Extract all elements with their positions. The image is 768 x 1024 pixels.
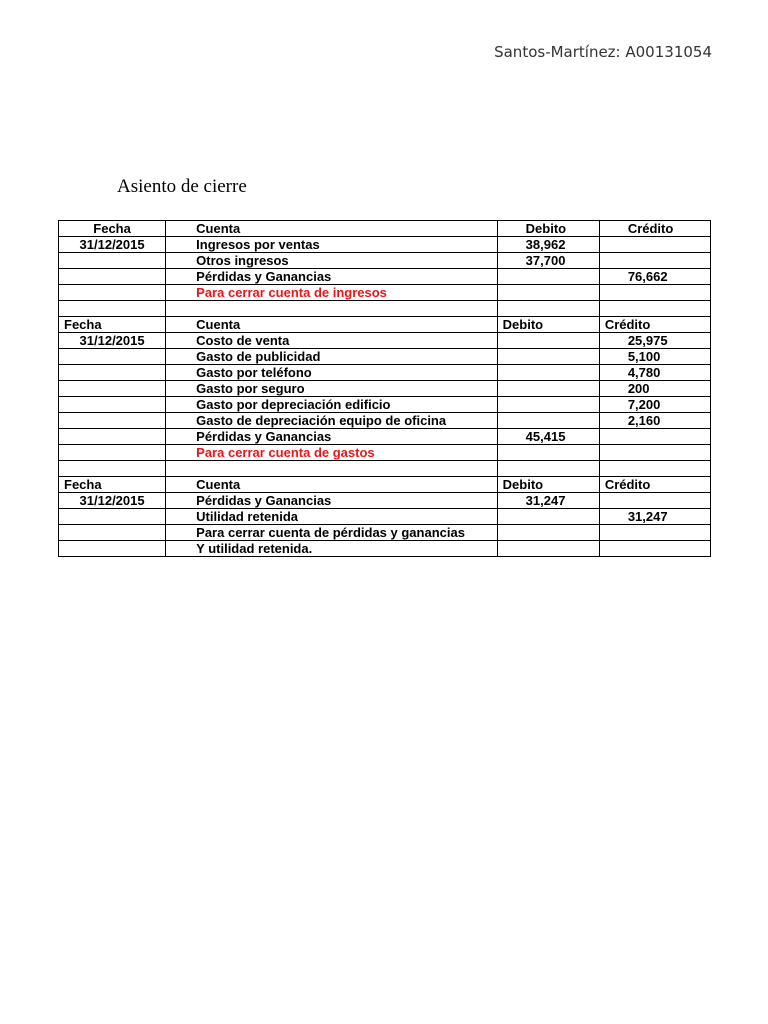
credit-value: 5,100 bbox=[599, 349, 710, 365]
author-id: Santos-Martínez: A00131054 bbox=[494, 43, 712, 61]
account-name: Gasto por teléfono bbox=[166, 365, 498, 381]
entry-note: Para cerrar cuenta de ingresos bbox=[166, 285, 498, 301]
credit-value: 2,160 bbox=[599, 413, 710, 429]
debit-value: 37,700 bbox=[497, 253, 599, 269]
debit-value bbox=[497, 333, 599, 349]
debit-value bbox=[497, 365, 599, 381]
empty-cell bbox=[59, 413, 166, 429]
entry-note: Y utilidad retenida. bbox=[166, 541, 498, 557]
account-name: Pérdidas y Ganancias bbox=[166, 429, 498, 445]
empty-cell bbox=[59, 285, 166, 301]
page-title: Asiento de cierre bbox=[117, 176, 247, 197]
table-header-row bbox=[59, 317, 711, 333]
closing-entries-table bbox=[58, 220, 711, 557]
table-row bbox=[59, 333, 711, 349]
spacer-row bbox=[59, 301, 711, 317]
entry-note: Para cerrar cuenta de gastos bbox=[166, 445, 498, 461]
credit-value bbox=[599, 429, 710, 445]
col-header-debito: Debito bbox=[497, 477, 599, 493]
empty-cell bbox=[59, 509, 166, 525]
empty-cell bbox=[497, 525, 599, 541]
account-name: Pérdidas y Ganancias bbox=[166, 269, 498, 285]
account-name: Costo de venta bbox=[166, 333, 498, 349]
table-row bbox=[59, 541, 711, 557]
empty-cell bbox=[59, 429, 166, 445]
table-row bbox=[59, 493, 711, 509]
table-row bbox=[59, 413, 711, 429]
table-row bbox=[59, 445, 711, 461]
account-name: Gasto por seguro bbox=[166, 381, 498, 397]
credit-value: 25,975 bbox=[599, 333, 710, 349]
table-row bbox=[59, 365, 711, 381]
table-row bbox=[59, 397, 711, 413]
account-name: Gasto por depreciación edificio bbox=[166, 397, 498, 413]
debit-value: 38,962 bbox=[497, 237, 599, 253]
credit-value: 76,662 bbox=[599, 269, 710, 285]
account-name: Gasto de depreciación equipo de oficina bbox=[166, 413, 498, 429]
empty-cell bbox=[59, 381, 166, 397]
empty-cell bbox=[59, 397, 166, 413]
table-row bbox=[59, 349, 711, 365]
table-header-row bbox=[59, 221, 711, 237]
debit-value bbox=[497, 509, 599, 525]
debit-value bbox=[497, 269, 599, 285]
empty-cell bbox=[599, 525, 710, 541]
empty-cell bbox=[59, 269, 166, 285]
empty-cell bbox=[59, 349, 166, 365]
table-row bbox=[59, 237, 711, 253]
col-header-fecha: Fecha bbox=[59, 477, 166, 493]
col-header-cuenta: Cuenta bbox=[166, 221, 498, 237]
account-name: Pérdidas y Ganancias bbox=[166, 493, 498, 509]
empty-cell bbox=[59, 365, 166, 381]
empty-cell bbox=[599, 285, 710, 301]
table-row bbox=[59, 269, 711, 285]
table-row bbox=[59, 429, 711, 445]
credit-value: 4,780 bbox=[599, 365, 710, 381]
empty-cell bbox=[599, 541, 710, 557]
col-header-fecha: Fecha bbox=[59, 221, 166, 237]
col-header-debito: Debito bbox=[497, 221, 599, 237]
account-name: Utilidad retenida bbox=[166, 509, 498, 525]
empty-cell bbox=[497, 445, 599, 461]
account-name: Otros ingresos bbox=[166, 253, 498, 269]
spacer-row bbox=[59, 461, 711, 477]
debit-value: 31,247 bbox=[497, 493, 599, 509]
empty-cell bbox=[497, 541, 599, 557]
table-row bbox=[59, 525, 711, 541]
col-header-cuenta: Cuenta bbox=[166, 477, 498, 493]
table-row bbox=[59, 381, 711, 397]
debit-value bbox=[497, 397, 599, 413]
col-header-debito: Debito bbox=[497, 317, 599, 333]
debit-value bbox=[497, 381, 599, 397]
col-header-cuenta: Cuenta bbox=[166, 317, 498, 333]
credit-value: 7,200 bbox=[599, 397, 710, 413]
account-name: Gasto de publicidad bbox=[166, 349, 498, 365]
account-name: Ingresos por ventas bbox=[166, 237, 498, 253]
col-header-credito: Crédito bbox=[599, 317, 710, 333]
entry-date: 31/12/2015 bbox=[59, 237, 166, 253]
debit-value bbox=[497, 413, 599, 429]
col-header-credito: Crédito bbox=[599, 221, 710, 237]
credit-value: 200 bbox=[599, 381, 710, 397]
empty-cell bbox=[497, 285, 599, 301]
col-header-credito: Crédito bbox=[599, 477, 710, 493]
empty-cell bbox=[599, 445, 710, 461]
debit-value bbox=[497, 349, 599, 365]
table-row bbox=[59, 285, 711, 301]
entry-date: 31/12/2015 bbox=[59, 493, 166, 509]
table-row bbox=[59, 253, 711, 269]
table-row bbox=[59, 509, 711, 525]
credit-value bbox=[599, 493, 710, 509]
credit-value bbox=[599, 253, 710, 269]
credit-value: 31,247 bbox=[599, 509, 710, 525]
empty-cell bbox=[59, 541, 166, 557]
empty-cell bbox=[59, 525, 166, 541]
entry-date: 31/12/2015 bbox=[59, 333, 166, 349]
debit-value: 45,415 bbox=[497, 429, 599, 445]
credit-value bbox=[599, 237, 710, 253]
empty-cell bbox=[59, 253, 166, 269]
table-header-row bbox=[59, 477, 711, 493]
empty-cell bbox=[59, 445, 166, 461]
entry-note: Para cerrar cuenta de pérdidas y ganancias bbox=[166, 525, 498, 541]
col-header-fecha: Fecha bbox=[59, 317, 166, 333]
